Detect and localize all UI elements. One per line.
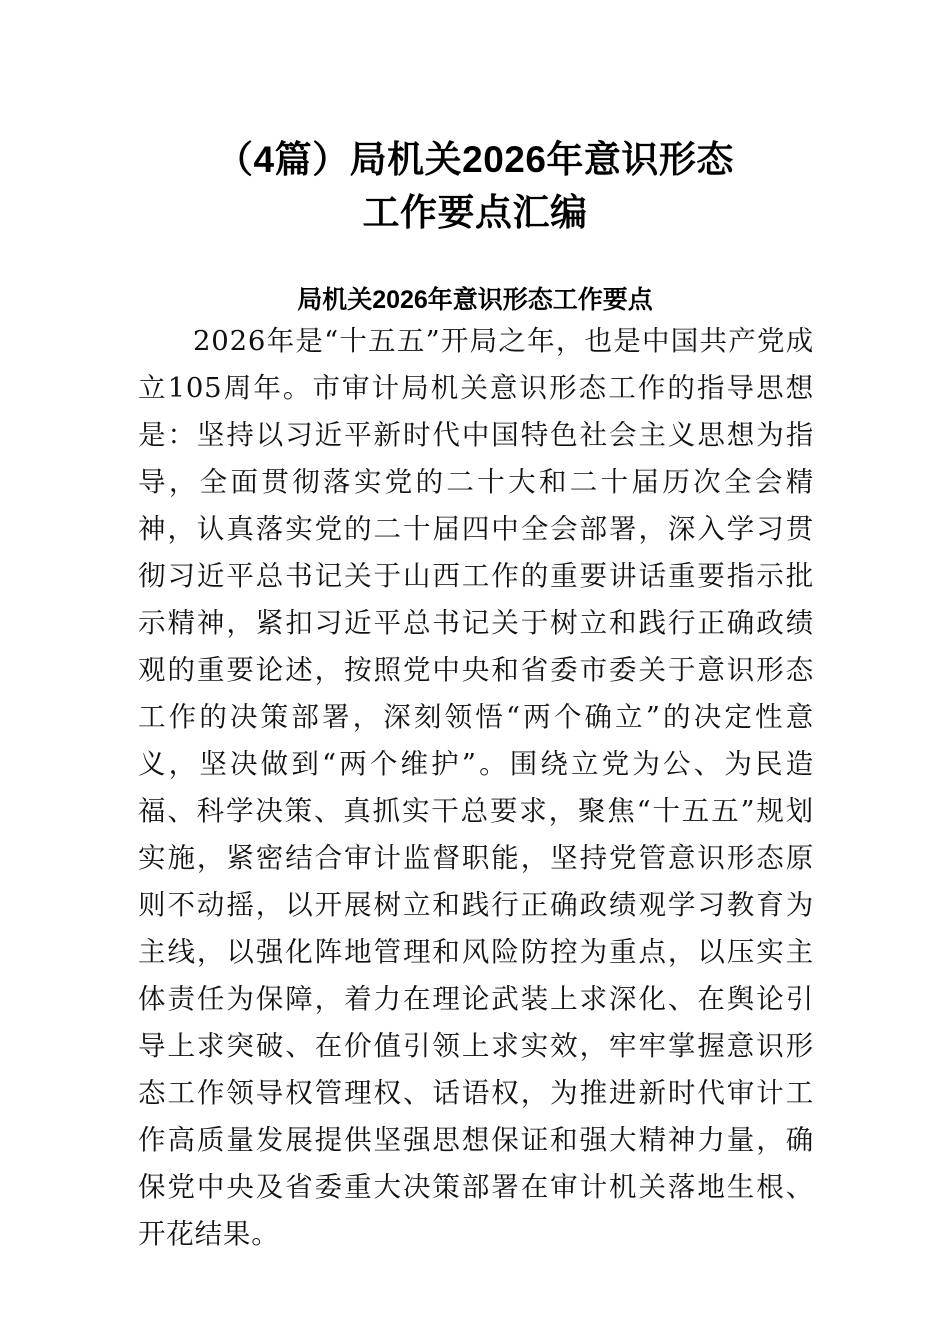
document-title <box>138 133 812 239</box>
section-heading: 局机关2026年意识形态工作要点 <box>297 285 653 314</box>
document-title-line-1: （4篇）局机关2026年意识形态 <box>216 138 734 180</box>
document-title-line-2: 工作要点汇编 <box>362 191 588 233</box>
document-body <box>138 318 814 1258</box>
body-paragraph: 2026年是“十五五”开局之年，也是中国共产党成立105周年。市审计局机关意识形态工作的指导思想是：坚持以习近平新时代中国特色社会主义思想为指导，全面贯彻落实党的二十大和二十届历次全会精神，认真落实党的二十届四中全会部署，深入学习贯彻习近平总书记关于山西工作的重要讲话重要指示批示精神，紧扣习近平总书记关于树立和践行正确政绩观的重要论述，按照党中央和省委市委关于意识形态工作的决策部署，深刻领悟“两个确立”的决定性意义，坚决做到“两个维护”。围绕立党为公、为民造福、科学决策、真抓实干总要求，聚焦“十五五”规划实施，紧密结合审计监督职能，坚持党管意识形态原则不动摇，以开展树立和践行正确政绩观学习教育为主线，以强化阵地管理和风险防控为重点，以压实主体责任为保障，着力在理论武装上求深化、在舆论引导上求突破、在价值引领上求实效，牢牢掌握意识形态工作领导权管理权、话语权，为推进新时代审计工作高质量发展提供坚强思想保证和强大精神力量，确保党中央及省委重大决策部署在审计机关落地生根、开花结果。 <box>138 325 814 1250</box>
